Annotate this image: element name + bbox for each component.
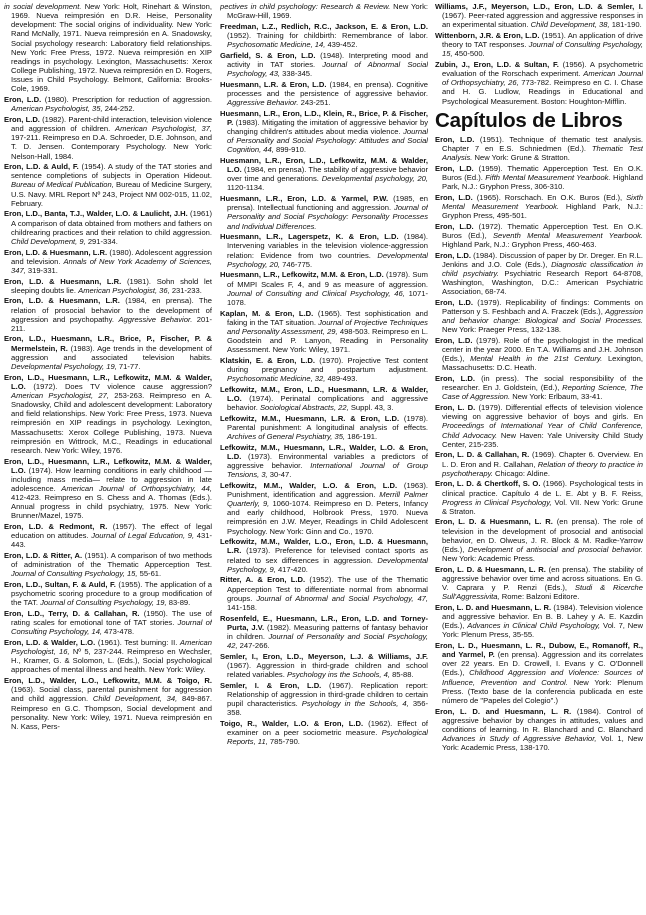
- reference-title: (en prensa). Aggression and its correlates over 22 years. En D. Crowell, I. Evans y C. O'Donnell (Eds.),: [442, 650, 643, 678]
- reference-title: (1973). Environmental variables a predictors of aggressive behavior.: [227, 451, 428, 470]
- reference-entry: [4, 162, 212, 208]
- reference-source: Developmental Psychology, 19,: [11, 361, 117, 371]
- reference-details: 450-500.: [452, 49, 485, 59]
- reference-source: Aggressive Behavior.: [118, 314, 193, 324]
- reference-source: Annals of New York Academy of Sciences, 347,: [11, 256, 212, 275]
- column-left: [4, 2, 212, 733]
- reference-title: (1965). Test sophistication and faking in the TAT situation.: [227, 308, 428, 327]
- reference-authors: Eron, L.D. & Walder, L.O.: [4, 637, 96, 647]
- reference-entry: [220, 80, 428, 107]
- reference-source: Archives of General Psychiatry, 35,: [227, 432, 346, 442]
- reference-details: Highland Park, N.J.: Gryphon Press, 460-463.: [442, 239, 597, 249]
- reference-authors: Eron, L. D. & Chertkoff, S. O.: [435, 479, 541, 489]
- reference-details: 356-358.: [227, 698, 428, 718]
- reference-details: 773-782. Reimpreso en C. I. Chase and H. G. Ludlow, Readings in Educational and Psychological Measurement. Boston: Houghton-Mifflin.: [442, 78, 643, 106]
- reference-authors: Klatskin, E. & Eron, L.D.: [220, 355, 315, 365]
- reference-details: 319-331.: [25, 265, 58, 275]
- reference-entry: [435, 31, 643, 58]
- reference-entry: [4, 209, 212, 246]
- reference-title: (1951). A comparison of two methods of administration of the Thematic Apperception Test.: [11, 551, 212, 570]
- reference-details: 247-266.: [237, 640, 270, 650]
- reference-authors: Lefkowitz, M.M., Eron, L.D., Huesmann, L.R. & Walder, L.O.: [220, 384, 428, 403]
- reference-authors: Eron, L.D.: [4, 95, 42, 105]
- reference-authors: Eron, L.D., Terry, D. & Callahan, R.: [4, 609, 140, 618]
- reference-authors: Eron, L.D. & Huesmann, L.R.: [4, 296, 120, 306]
- reference-details: 473-478.: [102, 627, 135, 637]
- reference-details: 71-77.: [116, 361, 141, 371]
- reference-source: American Psychologist, 36,: [78, 285, 170, 295]
- reference-entry: [220, 614, 428, 651]
- reference-source: American Psychologist, 27,: [11, 390, 109, 400]
- reference-entry: [4, 638, 212, 675]
- reference-source: Studi & Ricerche Sull'Aggressivita,: [442, 583, 643, 602]
- reference-source: Bureau of Medical Publication,: [11, 180, 114, 190]
- reference-entry: [435, 193, 643, 220]
- reference-details: Chicago: Aldine.: [492, 468, 550, 478]
- reference-source: Journal of Legal Education, 9,: [91, 531, 195, 541]
- reference-details: Vol. 1, New York: Academic Press, 138-170.: [442, 734, 643, 753]
- reference-source: American Journal of Orthopsychiatry, 44,: [61, 483, 212, 493]
- reference-details: New York: McGraw-Hill, 1969.: [227, 2, 428, 21]
- reference-title: (1972). Does TV violence cause aggression?: [25, 381, 212, 391]
- reference-details: 1120-1134.: [227, 183, 265, 193]
- reference-source: American Psychologist, 37,: [115, 124, 212, 134]
- reference-source: Journal of Personality and Social Psychology, 42,: [227, 631, 428, 650]
- reference-details: 849-867. Reimpreso en G.C. Thompson, Social development and personality. New York: Wiley, 1971. Nueva reimpresión en N. Kass, Pers-: [11, 694, 212, 731]
- reference-title: (1957). The effect of legal education on attitudes.: [11, 522, 212, 541]
- reference-details: 141-158.: [227, 602, 257, 612]
- reference-entry: [220, 309, 428, 355]
- reference-source: Psychosomatic Medicine, 14,: [227, 40, 326, 50]
- reference-entry: [435, 60, 643, 106]
- reference-authors: Eron, L.D., Huesmann, L.R., Lefkowitz, M.M. & Walder, L.O.: [4, 456, 212, 475]
- reference-details: 181-190.: [609, 20, 642, 30]
- reference-details: 1071-1078.: [227, 288, 428, 307]
- reference-title: (1967). Aggression in third-grade children and school related variables.: [227, 660, 428, 679]
- reference-authors: Eron, L. D., Huesmann, L. R., Dubow, E., Romanoff, R., and Yarmel, P.: [435, 641, 643, 660]
- reference-authors: Eron, L.D. & Redmont, R.: [4, 522, 108, 532]
- reference-title: (1982). Parent-child interaction, television violence and aggression of children.: [11, 114, 212, 134]
- reference-authors: Eron, L.D.: [435, 134, 475, 144]
- reference-entry: [4, 2, 212, 94]
- reference-source: Journal of Abnormal Social Psychology, 43,: [227, 59, 428, 79]
- reference-title: (1979). Role of the psychologist in the medical center in the year 2000. En T.A. Williams and J.H. Johnson (Eds.),: [442, 336, 643, 364]
- reference-authors: Eron, L.D. & Huesmann, L.R.: [4, 276, 122, 286]
- reference-authors: Eron, L.D.: [435, 336, 473, 345]
- reference-authors: Garfield, S. & Eron, L.D.: [220, 50, 316, 60]
- reference-source: American Psychologist, 16,: [11, 637, 212, 657]
- reference-source: Diagnostic classification in child psychiatry.: [442, 259, 643, 278]
- reference-authors: Huesmann, L.R., Lefkowitz, M.M. & Eron, L.D.: [220, 270, 384, 280]
- reference-authors: Lefkowitz, M.M., Huesmann, L.R., Walder, L.O. & Eron, L.D.: [220, 442, 428, 461]
- reference-title: (1984). Television violence and aggressive behavior. En B. B. Lahey y A. E. Kazdin (Eds.),: [442, 602, 643, 631]
- reference-authors: Toigo, R., Walder, L.O. & Eron, L.D.: [220, 718, 364, 728]
- reference-source: Psychology ins the Schools, 4,: [286, 669, 390, 679]
- reference-authors: Eron, L. D. and Huesmann, L. R.: [435, 602, 552, 612]
- reference-authors: Eron, L.D.: [435, 374, 475, 384]
- reference-entry: [4, 580, 212, 607]
- reference-details: 197-211. Reimpreso en D.A. Schroeder, D.E. Johnson, and T. D. Jensen. Contemporary Psychology. New York: Nelson-Hall, 1984.: [11, 133, 212, 161]
- reference-entry: [4, 296, 212, 333]
- reference-title: (1965). Rorschach. En O.K. Buros (Ed.),: [472, 192, 627, 202]
- reference-title: (1959). Thematic Apperception Test. En O.K. Buros (Ed.).: [442, 163, 643, 182]
- reference-authors: Lefkowitz, M.M., Walder, L.O. & Eron, L.D.: [220, 480, 398, 490]
- reference-title: (1952). The use of the Thematic Apperception Test to differentiate normal from abnormal groups.: [227, 575, 428, 603]
- reference-details: New York: Academic Press.: [442, 554, 535, 564]
- reference-entry: [435, 336, 643, 373]
- reference-entry: [220, 719, 428, 746]
- reference-source: Child Development, 9,: [11, 236, 86, 246]
- reference-title: (1954). A study of the TAT stories and sentence completions of subjects in Operation Hideout.: [11, 162, 212, 181]
- reference-source: Thematic Test Analysis.: [442, 143, 643, 163]
- reference-title: (en prensa). The stability of aggressive behavior over time and across situations. En G. V. Caprara y P. Renzi (Eds.),: [442, 564, 643, 593]
- reference-authors: Kaplan, M. & Eron, L.D.: [220, 308, 314, 318]
- reference-title: (1982). Measuring patterns of fantasy behavior in children.: [227, 622, 428, 641]
- reference-authors: Huesmann, L.R. & Eron, L.D.: [220, 79, 327, 89]
- reference-title: (1950). The use of rating scales for emotional tone of TAT stories.: [11, 609, 212, 628]
- book-chapter-references: [435, 135, 643, 753]
- reference-entry: [435, 374, 643, 401]
- reference-entry: [435, 565, 643, 602]
- reference-title: (1962). Effect of examiner on a peer sociometric measure.: [227, 718, 428, 737]
- reference-entry: [435, 251, 643, 297]
- reference-entry: [435, 479, 643, 516]
- reference-details: 186-191.: [345, 432, 378, 442]
- reference-authors: Eron, L.D., Huesmann, L.R., Lefkowitz, M.M. & Walder, L.O.: [4, 372, 212, 391]
- reference-details: Rome: Balzoni Editore.: [499, 592, 580, 602]
- reference-source: Progress in Clinical Psychology,: [442, 497, 552, 507]
- reference-entry: [4, 609, 212, 636]
- reference-entry: [220, 652, 428, 679]
- reference-details: New Haven: Yale University Child Study Center, 215-235.: [442, 430, 643, 449]
- reference-authors: Wittenborn, J.R. & Eron, L.D.: [435, 30, 540, 40]
- reference-entry: [435, 403, 643, 449]
- reference-title: (1972). Thematic Apperception Test. En O.K. Buros (Ed.),: [442, 221, 643, 240]
- reference-source: Developmental Psychology, 20,: [227, 250, 428, 269]
- reference-details: Suppl. 43, 3.: [348, 403, 394, 413]
- reference-title: (1984). Discussion of paper by Dr. Dreger. En R.L. Jenkins and J.O. Cole (Eds.),: [442, 250, 643, 269]
- reference-authors: Lefkowitz, M.M., Walder, L.O., Eron, L.D. & Huesmann, L.R.: [220, 537, 428, 556]
- reference-source: Child Development, 38,: [530, 20, 610, 30]
- reference-details: 417-420.: [275, 564, 308, 574]
- reference-title: (en prensa). The role of television in the development of prosocial and antisocial behavior, en D. Olweus, J. R. Block & M. Radke-Yarrow (Eds.),: [442, 517, 643, 554]
- reference-authors: Eron, L. D. and Huesmann, L. R.: [435, 706, 572, 716]
- reference-title: (in press). The social responsibility of the researcher. En J. Goldstein, (Ed.),: [442, 374, 643, 393]
- reference-source: Advances in Clinical Child Psychology,: [467, 621, 601, 631]
- reference-authors: Lefkowitz, M.M., Huesmann, L.R. & Eron, L.D.: [220, 413, 400, 423]
- reference-authors: Huesmann, L.R., Eron, L.D. & Yarmel, P.W.: [220, 194, 389, 204]
- reference-source: Aggressive Behavior.: [227, 98, 299, 108]
- reference-details: New York: Erlbaum, 33-41.: [510, 392, 603, 402]
- reference-entry: [435, 641, 643, 705]
- reference-entry: [220, 270, 428, 307]
- reference-details: 253-263. Reimpreso en A. Snadowsky, Child and adolescent development: Laboratory and field relationships. New York: Free Press, 1973. Nueva reimpresión en XIP readings in psychology. Lexington, Massachusetts: Xerox College Publishing, 1973. Nueva reimpresión en Wittrock, M.C., Readings in educational research. New York: Wiley, 1976.: [11, 390, 212, 455]
- reference-source: Developmental psychology, 20,: [321, 174, 428, 184]
- reference-title: (1961) A comparison of data obtained from mothers and fathers on childrearing practices and their relation to child aggression.: [11, 209, 212, 237]
- reference-entry: [435, 450, 643, 477]
- reference-title: (1952). Training for childbirth: Remembrance of labor.: [227, 30, 428, 40]
- reference-source: Psychology in the Schools, 4,: [301, 698, 409, 708]
- reference-title: (1984, en prensa). Cognitive processes and the persistence of aggressive behavior.: [227, 79, 428, 98]
- reference-source: Journal of Consulting Psychology, 14,: [11, 618, 212, 637]
- reference-details: Lexington, Massachusetts: D.C. Heath.: [442, 354, 643, 373]
- reference-details: 244-252.: [102, 104, 135, 114]
- reference-entry: [435, 135, 643, 162]
- reference-title: (1963). Punishment, identification and aggression.: [227, 480, 428, 499]
- reference-source: Merrill Palmer Quarterly, 9,: [227, 489, 428, 509]
- reference-authors: Semler, I., Eron, L.D., Meyerson, L.J. & Williams, J.F.: [220, 651, 428, 661]
- reference-authors: Williams, J.F., Meyerson, L.D., Eron, L.D. & Semler, I.: [435, 2, 643, 11]
- reference-title: (1979). Differential effects of television violence viewing on aggressive behavior of boys and girls. En: [442, 403, 643, 422]
- reference-source: Psychosomatic Medicine, 32,: [227, 374, 326, 384]
- reference-entry: [220, 22, 428, 49]
- column-right: [435, 2, 643, 754]
- reference-authors: Eron, L.D.: [4, 114, 40, 124]
- reference-entry: [4, 373, 212, 455]
- reference-source: Journal of Personality and Social Psychology: Attitudes and Social Cognition, 44,: [227, 127, 428, 155]
- reference-source: Journal of Projective Techniques and Personality Assessment, 29,: [227, 317, 428, 336]
- reference-details: 55-61.: [137, 569, 162, 579]
- reference-authors: Rosenfeld, E., Huesmann, L.R., Eron, L.D. and Torney-Purta, J.V.: [220, 613, 428, 632]
- reference-authors: Semler, I. & Eron, L.D.: [220, 680, 322, 690]
- reference-details: 83-89.: [166, 598, 191, 608]
- reference-title: (1984, en prensa). The relation of prosocial behavior to the development of aggression and psychopathy.: [11, 296, 212, 324]
- reference-details: 201-211.: [11, 314, 212, 333]
- reference-title: (1984). Control of aggressive behavior by changes in attitudes, values and conditions of learning. In R. Blanchard and C. Blanchard: [442, 706, 643, 734]
- reference-title: (1961). Test burning: II.: [95, 637, 180, 647]
- reference-details: 243-251.: [298, 98, 331, 108]
- reference-source: Journal of Consulting Psychology, 15,: [442, 40, 643, 59]
- reference-details: Vol. VII. New York: Grune & Straton.: [442, 497, 643, 516]
- reference-title: (1979). Replicability of findings: Comments on Patterson y S. Feshbach and A. Fraczek (Eds.),: [442, 297, 643, 317]
- reference-entry: [220, 414, 428, 441]
- reference-source: Sociological Abstracts, 22,: [259, 403, 349, 413]
- reference-title: (1983). Age trends in the development of aggression and associated television habits.: [11, 343, 212, 362]
- reference-entry: [435, 164, 643, 191]
- reference-source: Mental Health in the 21st Century.: [470, 354, 603, 364]
- reference-details: Bureau of Medicine Surgery, U.S. Navy. MRL Report Nº 243, Project NM 002-015, 11.02, February.: [11, 180, 212, 208]
- reference-entry: [435, 222, 643, 249]
- reference-source: Journal of Consulting Psychology, 15,: [11, 569, 138, 579]
- reference-entry: [4, 457, 212, 521]
- reference-details: 498-503. Reimpreso en L. Goodstein and P. Lanyon, Reading in Personality Assessment. New York: Wiley, 1971.: [227, 326, 428, 355]
- reference-entry: [435, 603, 643, 640]
- reference-authors: Eron, L.D. & Auld, F.: [4, 162, 79, 172]
- reference-authors: Ritter, A. & Eron, L.D.: [220, 575, 306, 585]
- journal-references-continued: [435, 2, 643, 106]
- reference-details: New York: Grune & Stratton.: [472, 153, 570, 163]
- reference-details: 746-775.: [280, 259, 313, 269]
- reference-source: Journal of Consulting Psychology, 19,: [40, 598, 167, 608]
- reference-source: Proceedings of International Year of Child Conference, Child Advocacy.: [442, 421, 643, 440]
- reference-entry: [220, 2, 428, 20]
- reference-title: (1951). An application of drive theory to TAT responses.: [442, 30, 643, 50]
- reference-source: American Psychologist, 35,: [11, 104, 103, 114]
- reference-title: (1963). Social class, parental punishment for aggression and child aggression.: [11, 685, 212, 704]
- reference-authors: Freedman, L.Z., Redlich, R.C., Jackson, E. & Eron, L.D.: [220, 21, 428, 31]
- reference-details: 1060-1074. Reimpreso en D. Peters, Infancy and early childhood, Holbrook Press, 1970. Nueva reimpresión en J.W. Meyer, Readings in Child Adolescent Psychology. New York: Ginn and Co., 1970.: [227, 499, 428, 536]
- reference-entry: [435, 707, 643, 753]
- reference-details: Highland Park, N.J.: Gryphon Press, 306-310.: [442, 172, 643, 191]
- reference-authors: Huesmann, L.R., Lagerspetz, K. & Eron, L.D.: [220, 232, 399, 242]
- reference-details: Psychiatric Research Report 64-8708, Washington, Washington, D.C.: American Psychiatric Association, 68-74.: [442, 268, 643, 297]
- reference-entry: [4, 551, 212, 578]
- reference-authors: Eron, L. D. & Callahan, R.: [435, 450, 530, 460]
- reference-title: (1956). A psychometric evaluation of the Rorschach experiment.: [442, 59, 643, 79]
- reference-source: Journal of Abnormal and Social Psychology, 47,: [256, 593, 428, 603]
- reference-title: (1967). Peer-rated aggression and aggressive responses in an experimental situation.: [442, 11, 643, 30]
- reference-title: (1955). The application of a psychometric scoring procedure to a group modification of the TAT.: [11, 580, 212, 608]
- reference-source: Journal of Personality and Social Psychology: Personality Processes and Individual Differences.: [227, 203, 428, 231]
- reference-entry: [4, 277, 212, 295]
- reference-source: American Journal of Orthopsychiatry, 26,: [442, 69, 643, 88]
- reference-authors: Eron, L.D., Walder, L.O., Lefkowitz, M.M. & Toigo, R.: [4, 676, 212, 686]
- reference-details: Highland Park, N.J.: Gryphon Press, 495-501.: [442, 201, 643, 220]
- reference-entry: [435, 298, 643, 335]
- reference-title: (1973). Preference for televised contact sports as related to sex differences in aggression.: [227, 546, 428, 565]
- reference-entry: [220, 537, 428, 574]
- reference-authors: Eron, L.D. & Huesmann, L.R.: [4, 247, 108, 257]
- section-title-book-chapters: Capítulos de Libros: [435, 108, 623, 132]
- reference-details: New York: Plenum Press. (Texto base de la conferencia publicada en este número de "Papeles del Colegio".): [442, 677, 643, 705]
- reference-authors: Eron, L.D., Huesmann, L.R., Brice, P., Fischer, P. & Mermelstein, R.: [4, 334, 212, 353]
- reference-title: (1974). How learning conditions in early childhood —including mass media— relate to aggression in late adolescence.: [11, 465, 212, 493]
- reference-details: New York: Holt, Rinehart & Winston, 1969. Nueva reimpresión en D.R. Heise, Personality development: The social origins of individuality. New York: Rand McNally, 1971. Nueva reimpresión en A. Snadowsky, Social psychology research: Laboratory field relationships. New York: Free Press, 1972. Nueva reimpresión en XIP readings in psychology. Lexington, Massachusetts: Xerox College Publishing, 1972. Nueva reimpresión en D. Rogers, Issues in Child Psychology. Belmont, California: Brooks-Cole, 1969.: [11, 2, 212, 94]
- reference-source: Childhood Aggression and Violence: Sources of Influence, Prevention and Control.: [442, 668, 643, 687]
- reference-authors: Eron, L.D.: [435, 221, 474, 231]
- reference-authors: Eron, L. D.: [435, 403, 476, 413]
- reference-details: 412-423. Reimpreso en S. Chess and A. Thomas (Eds.). Annual progress in child psychiatry, 1975. New York: Brunner/Mazel, 1975.: [11, 493, 212, 521]
- reference-source: Reporting Science, The Case of Aggression.: [442, 383, 643, 402]
- reference-details: 85-88.: [389, 669, 414, 679]
- reference-title: (1985, en prensa). Intellectual functioning and aggression.: [227, 194, 428, 213]
- reference-details: 291-334.: [85, 236, 118, 246]
- reference-title: (1984). Intervening variables in the television violence-aggression relation: Evidence from two countries.: [227, 232, 428, 260]
- reference-source: Seventh Mental Measurement Yearbook.: [492, 230, 643, 240]
- reference-title: (1978). Sum of MMPI Scales F, 4, and 9 as measure of aggression.: [227, 270, 428, 289]
- reference-entry: [220, 51, 428, 78]
- reference-entry: [4, 522, 212, 549]
- reference-details: New York: Praeger Press, 132-138.: [442, 325, 562, 335]
- reference-entry: [220, 385, 428, 412]
- reference-title: (1969). Chapter 6. Overview. En L. D. Eron and R. Callahan,: [442, 450, 643, 469]
- reference-entry: [4, 676, 212, 731]
- reference-entry: [4, 115, 212, 161]
- column-middle: [220, 2, 428, 748]
- reference-title: (1967). Replication report: Relationship of aggression in third-grade children to certain pupil characteristics.: [227, 680, 428, 708]
- reference-authors: Eron, L. D. & Huesmann, L. R.: [435, 564, 546, 574]
- reference-entry: [220, 109, 428, 155]
- reference-title: (1984, en prensa). The stability of aggressive behavior over time and generations.: [227, 165, 428, 184]
- reference-entry: [435, 2, 643, 29]
- reference-source: International Journal of Group Tensions, 3,: [227, 461, 428, 480]
- reference-entry: [4, 248, 212, 275]
- reference-authors: Eron, L.D.: [435, 250, 471, 260]
- reference-source: Development of antisocial and prosocial behavior.: [468, 544, 643, 554]
- reference-authors: Zubin, J., Eron, L.D. & Sultan, F.: [435, 59, 559, 69]
- reference-entry: [220, 356, 428, 383]
- reference-details: 489-493.: [325, 374, 358, 384]
- reference-details: 899-910.: [273, 145, 306, 155]
- reference-title: (1980). Adolescent aggression and television.: [11, 247, 212, 266]
- reference-source: Developmental Psychology, 9,: [227, 555, 428, 574]
- reference-source: in social development.: [4, 2, 82, 11]
- reference-details: 431-443.: [11, 531, 212, 550]
- reference-authors: Eron, L.D.: [435, 297, 474, 307]
- reference-source: pectives in child psychology: Research & Review.: [220, 2, 391, 11]
- reference-details: 338-345.: [280, 69, 313, 79]
- reference-entry: [220, 481, 428, 536]
- reference-entry: [4, 334, 212, 371]
- reference-authors: Eron, L.D., Sultan, F. & Auld, F.: [4, 580, 116, 590]
- reference-source: Advances in Study of Aggressive Behavior,: [442, 734, 597, 744]
- reference-entry: [220, 443, 428, 480]
- reference-authors: Eron, L.D. & Ritter, A.: [4, 551, 83, 561]
- reference-source: Relation of theory to practice in psychotherapy.: [442, 459, 643, 478]
- reference-title: (1980). Prescription for reduction of aggression.: [41, 95, 212, 105]
- reference-entry: [220, 194, 428, 231]
- reference-authors: Huesmann, L.R., Eron, L.D., Klein, R., Brice, P. & Fischer, P.: [220, 108, 428, 127]
- reference-source: Psychological Reports, 11,: [227, 727, 428, 747]
- reference-source: Fifth Mental Measurement Yearbook.: [485, 172, 611, 182]
- reference-source: Journal of Consulting and Clinical Psychology, 46,: [227, 288, 405, 298]
- reference-details: Nº 5, 237-244. Reimpreso en Wechsler, H., Kramer, G. & Solomon, L. (Eds.), Social psychological approaches of mental illness and health. New York: Wiley.: [11, 647, 212, 675]
- reference-title: (1966). Psychological tests in clinical practice. Capítulo 4 de L. E. Abt y B. F. Reiss,: [442, 479, 643, 498]
- reference-source: Child Development, 34,: [92, 694, 178, 704]
- reference-entry: [220, 575, 428, 612]
- reference-details: 439-452.: [325, 40, 358, 50]
- reference-entry: [220, 681, 428, 718]
- reference-title: (1981). Sohn shold let sleeping doubts lie.: [11, 276, 212, 295]
- reference-title: (1948). Interpreting mood and activity in TAT stories.: [227, 50, 428, 69]
- reference-authors: Eron, L.D., Banta, T.J., Walder, L.O. & Laulicht, J.H.: [4, 209, 188, 219]
- reference-details: 30-47.: [267, 470, 292, 480]
- reference-title: (1970). Projective Test content during pregnancy and postpartum adjustment.: [227, 355, 428, 374]
- reference-entry: [435, 517, 643, 563]
- reference-authors: Eron, L.D.: [435, 192, 473, 202]
- reference-source: Aggression and behavior change: Biological and Social Processes.: [442, 307, 643, 326]
- reference-details: 785-790.: [267, 737, 300, 747]
- reference-title: (1951). Technique of thematic test analysis. Chapter 7 en E.S. Schniedmen (Ed.).: [442, 134, 643, 153]
- reference-details: Vol. 7, New York: Plenum Press, 35-55.: [442, 621, 643, 640]
- reference-authors: Huesmann, L.R., Eron, L.D., Lefkowitz, M.M. & Walder, L.O.: [220, 156, 428, 175]
- reference-entry: [4, 95, 212, 113]
- reference-title: (1978). Parental punishment: A longitudinal analysis of effects.: [227, 413, 428, 432]
- reference-title: (1974). Perinatal complications and aggressive behavior.: [227, 393, 428, 413]
- reference-entry: [220, 156, 428, 193]
- reference-authors: Eron, L. D. & Huesmann, L. R.: [435, 517, 553, 527]
- reference-title: (1983). Mitigating the imitation of aggressive behavior by changing children's attitudes about media violence.: [227, 117, 428, 137]
- reference-details: 231-233.: [169, 285, 202, 295]
- reference-entry: [220, 232, 428, 269]
- reference-source: Sixth Mental Measurement Yearbook.: [442, 192, 643, 211]
- reference-authors: Eron, L.D.: [435, 163, 474, 173]
